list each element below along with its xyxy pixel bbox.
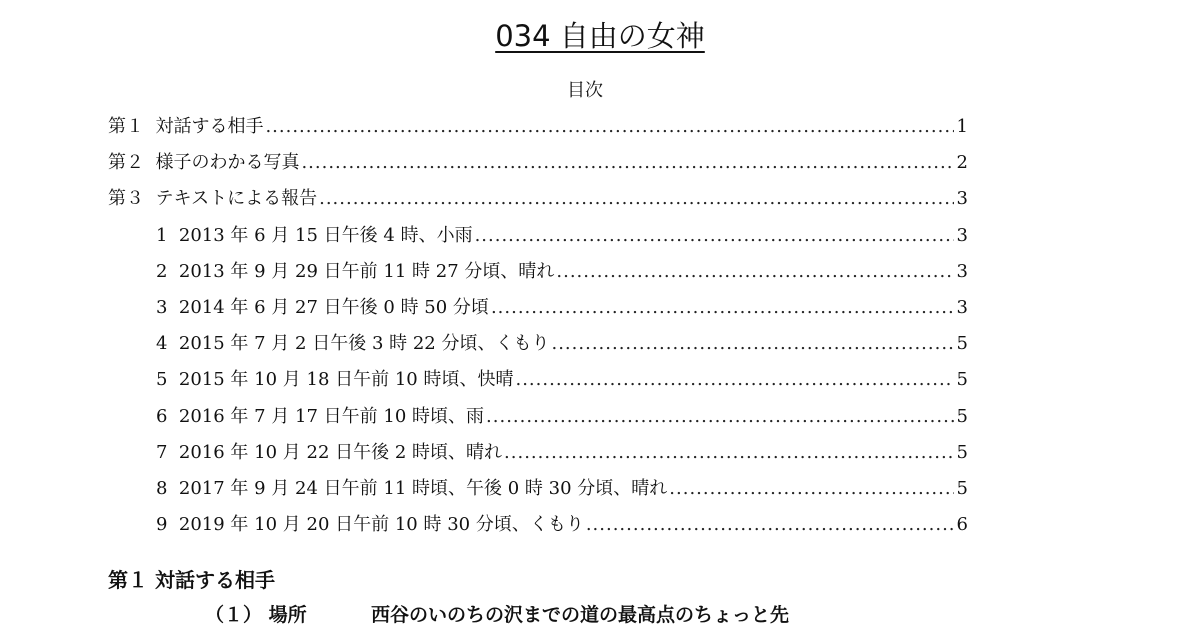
toc-entry[interactable] (108, 399, 968, 435)
toc-entry[interactable] (108, 181, 968, 217)
toc-entry[interactable] (108, 435, 968, 471)
toc-leader-dots (491, 290, 954, 326)
toc-entry-page: 3 (956, 260, 968, 282)
toc-entry-page: 6 (956, 514, 968, 536)
toc-entry-number: 第３ (108, 188, 156, 210)
toc-entry[interactable] (108, 145, 968, 181)
toc-leader-dots (515, 362, 954, 398)
toc-entry-label: 2014 年 6 月 27 日午後 0 時 50 分頃 (178, 296, 489, 318)
toc-entry-label: 対話する相手 (155, 116, 264, 137)
toc-entry[interactable] (108, 218, 968, 254)
toc-leader-dots (586, 507, 954, 543)
toc-entry[interactable] (108, 254, 968, 290)
toc-entry-page: 3 (956, 188, 968, 210)
toc-entry-number: 4 (156, 333, 179, 355)
toc-entry-number: 7 (156, 441, 179, 463)
toc-leader-dots (265, 109, 954, 145)
toc-entry-number: 第２ (108, 152, 156, 174)
toc-entry-page: 5 (956, 369, 968, 391)
toc-entry-page: 5 (956, 477, 968, 499)
toc-entry-page: 2 (956, 152, 968, 174)
toc-leader-dots (475, 218, 954, 254)
toc-entry-number: 3 (156, 296, 179, 318)
toc-entry-page: 5 (956, 405, 968, 427)
toc-leader-dots (551, 326, 954, 362)
toc-entry-page: 3 (956, 224, 968, 246)
toc-entry-number: 8 (156, 477, 179, 499)
toc-entry[interactable] (108, 326, 968, 362)
document-title (0, 14, 1200, 55)
toc-entry[interactable] (108, 507, 968, 543)
document-title-text: 034 自由の女神 (495, 19, 705, 53)
toc-entry[interactable] (108, 109, 968, 145)
toc-entry-label: 2019 年 10 月 20 日午前 10 時 30 分頃、くもり (178, 514, 584, 536)
toc-entry-label: 2013 年 6 月 15 日午後 4 時、小雨 (178, 224, 473, 246)
toc-entry[interactable] (108, 362, 968, 398)
toc-entry-label: 2015 年 7 月 2 日午後 3 時 22 分頃、くもり (178, 333, 550, 355)
toc-leader-dots (486, 399, 954, 435)
toc-leader-dots (301, 145, 954, 181)
table-of-contents (108, 109, 968, 543)
toc-leader-dots (319, 181, 954, 217)
toc-entry-label: 2015 年 10 月 18 日午前 10 時頃、快晴 (178, 369, 514, 391)
toc-entry-page: 1 (956, 116, 968, 137)
toc-entry-label: テキストによる報告 (155, 188, 318, 210)
toc-entry[interactable] (108, 471, 968, 507)
toc-entry-page: 3 (956, 296, 968, 318)
toc-entry-label: 2013 年 9 月 29 日午前 11 時 27 分頃、晴れ (178, 260, 555, 282)
location-field-value: 西谷のいのちの沢までの道の最高点のちょっと先 (371, 604, 790, 626)
toc-entry[interactable] (108, 290, 968, 326)
toc-entry-number: 5 (156, 369, 179, 391)
toc-entry-number: 第１ (108, 116, 156, 137)
toc-entry-number: 9 (156, 514, 179, 536)
toc-entry-page: 5 (956, 441, 968, 463)
toc-heading: 目次 (567, 80, 603, 101)
toc-entry-label: 様子のわかる写真 (155, 152, 300, 174)
section-heading: 第１ 対話する相手 (108, 568, 275, 592)
location-field (205, 600, 789, 627)
toc-entry-number: 2 (156, 260, 179, 282)
toc-entry-label: 2017 年 9 月 24 日午前 11 時頃、午後 0 時 30 分頃、晴れ (178, 477, 668, 499)
toc-leader-dots (669, 471, 954, 507)
location-field-label: （１） 場所 (205, 604, 307, 626)
toc-leader-dots (556, 254, 954, 290)
toc-entry-number: 1 (156, 224, 179, 246)
toc-entry-label: 2016 年 7 月 17 日午前 10 時頃、雨 (178, 405, 485, 427)
toc-entry-number: 6 (156, 405, 179, 427)
toc-entry-label: 2016 年 10 月 22 日午後 2 時頃、晴れ (178, 441, 503, 463)
toc-leader-dots (504, 435, 954, 471)
toc-entry-page: 5 (956, 333, 968, 355)
